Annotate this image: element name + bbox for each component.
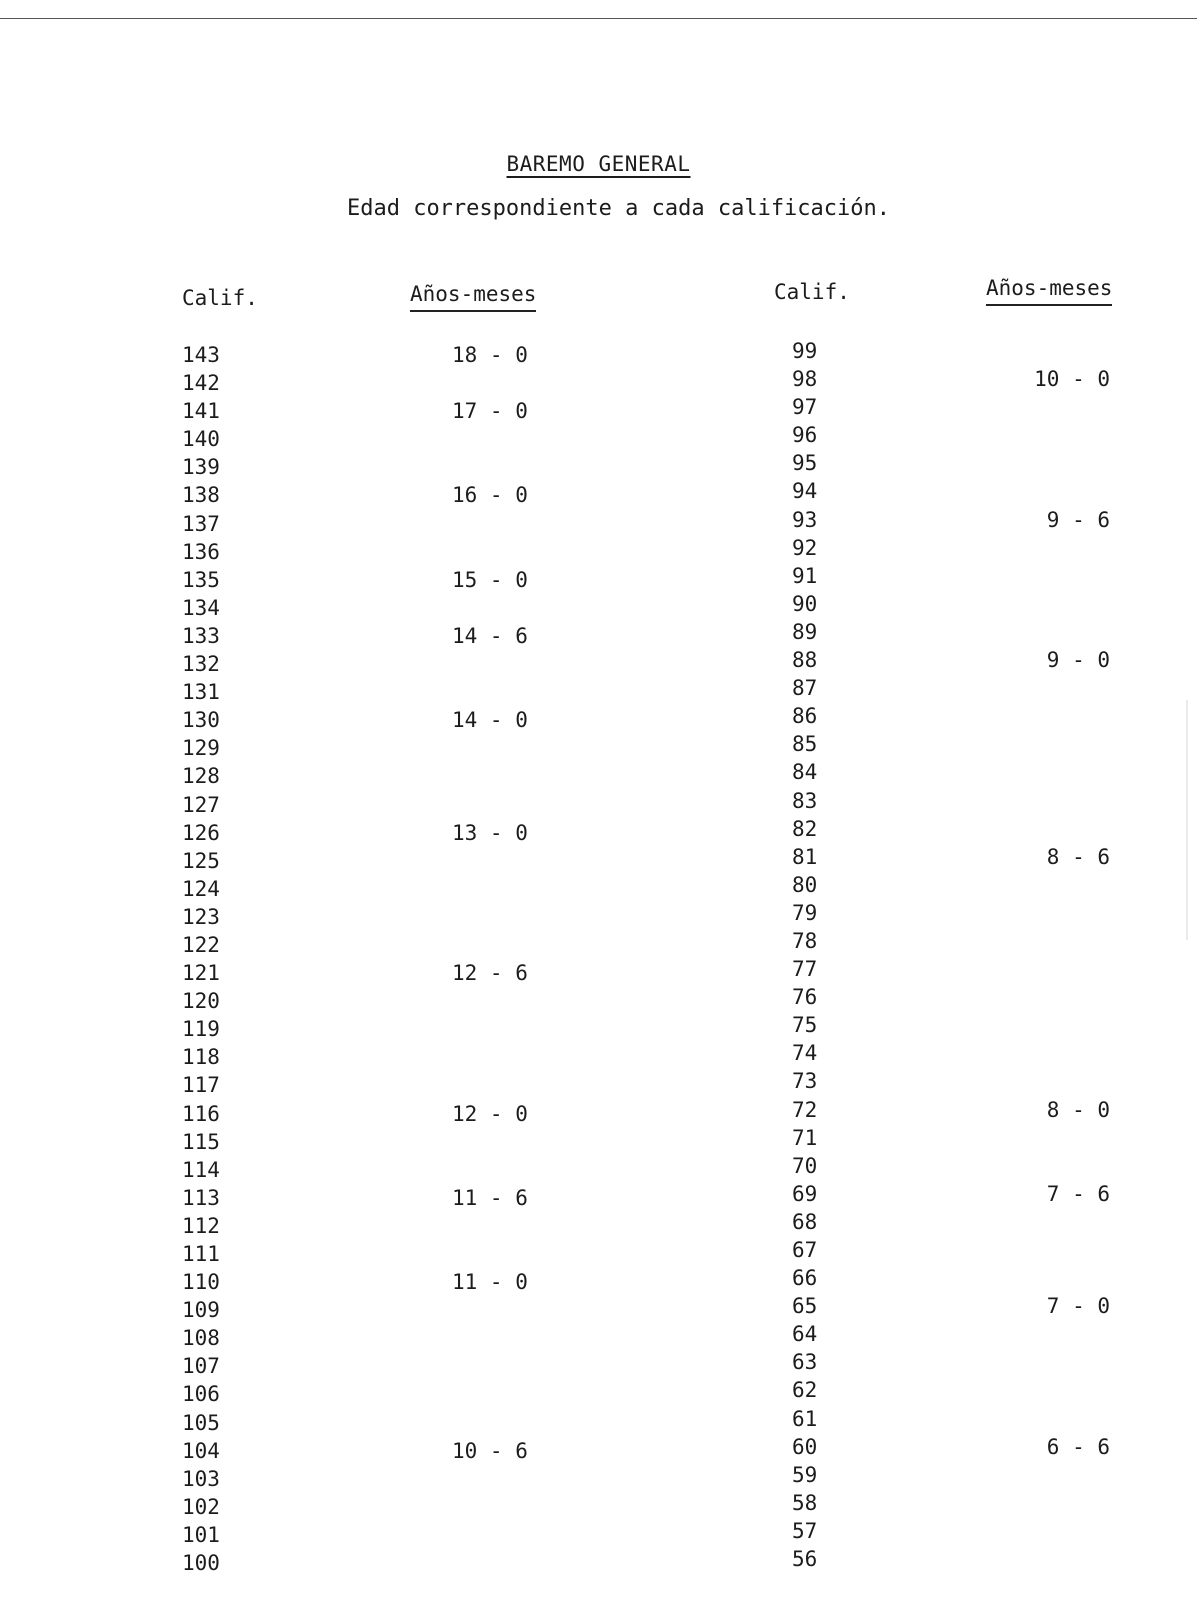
calif-value: 116	[182, 1101, 220, 1126]
table-row	[182, 1071, 582, 1099]
calif-value: 142	[182, 371, 220, 396]
calif-value: 79	[792, 900, 818, 925]
calif-value: 125	[182, 848, 220, 873]
table-row	[182, 931, 582, 959]
calif-value: 85	[792, 732, 818, 757]
table-row	[182, 762, 582, 790]
table-row	[182, 1184, 582, 1212]
table-row	[792, 702, 1152, 730]
table-row	[792, 1011, 1152, 1039]
calif-value: 58	[792, 1490, 818, 1515]
calif-value: 72	[792, 1097, 818, 1122]
table-row	[182, 819, 582, 847]
anos-meses-value: 6 - 6	[1046, 1434, 1110, 1459]
table-row	[792, 393, 1152, 421]
table-row	[792, 337, 1152, 365]
calif-value: 105	[182, 1410, 220, 1435]
table-row	[182, 1409, 582, 1437]
right-anos-header: Años-meses	[986, 276, 1112, 306]
table-row	[182, 1015, 582, 1043]
table-row	[182, 1521, 582, 1549]
table-row	[792, 562, 1152, 590]
calif-value: 102	[182, 1494, 220, 1519]
calif-value: 99	[792, 339, 818, 363]
calif-value: 115	[182, 1129, 220, 1154]
calif-value: 140	[182, 427, 220, 452]
calif-value: 62	[792, 1378, 818, 1403]
calif-value: 108	[182, 1326, 220, 1351]
calif-value: 73	[792, 1069, 818, 1094]
calif-value: 57	[792, 1518, 818, 1543]
table-row	[792, 449, 1152, 477]
anos-meses-value: 14 - 0	[452, 708, 528, 733]
table-row	[792, 899, 1152, 927]
calif-value: 69	[792, 1181, 818, 1206]
table-row	[792, 1376, 1152, 1404]
anos-meses-value: 9 - 0	[1046, 648, 1110, 673]
calif-value: 111	[182, 1242, 220, 1266]
anos-meses-value: 11 - 6	[452, 1185, 528, 1210]
calif-value: 68	[792, 1209, 818, 1234]
table-row	[792, 843, 1152, 871]
table-row	[792, 815, 1152, 843]
calif-value: 126	[182, 820, 220, 845]
calif-value: 97	[792, 395, 818, 420]
table-row	[792, 421, 1152, 449]
table-row	[792, 1264, 1152, 1292]
calif-value: 130	[182, 708, 220, 733]
calif-value: 81	[792, 844, 818, 869]
table-row	[792, 871, 1152, 899]
table-row	[792, 1348, 1152, 1376]
table-row	[182, 1352, 582, 1380]
table-row	[182, 1324, 582, 1352]
calif-value: 135	[182, 567, 220, 592]
calif-value: 59	[792, 1462, 818, 1487]
table-row	[182, 791, 582, 819]
table-row	[182, 847, 582, 875]
table-row	[792, 590, 1152, 618]
table-row	[182, 1549, 582, 1577]
table-row	[792, 1180, 1152, 1208]
scan-speck	[1186, 700, 1188, 940]
table-row	[182, 678, 582, 706]
table-row	[182, 397, 582, 425]
anos-meses-value: 7 - 0	[1046, 1294, 1110, 1319]
table-row	[792, 1152, 1152, 1180]
calif-value: 133	[182, 623, 220, 648]
calif-value: 65	[792, 1294, 818, 1319]
table-row	[792, 1208, 1152, 1236]
calif-value: 91	[792, 563, 818, 588]
calif-value: 87	[792, 676, 818, 701]
calif-value: 134	[182, 595, 220, 620]
calif-value: 82	[792, 816, 818, 841]
calif-value: 78	[792, 928, 818, 953]
right-calif-header: Calif.	[774, 280, 850, 304]
calif-value: 109	[182, 1298, 220, 1323]
calif-value: 122	[182, 932, 220, 957]
anos-meses-value: 17 - 0	[452, 399, 528, 424]
calif-value: 88	[792, 648, 818, 673]
calif-value: 106	[182, 1382, 220, 1407]
right-table	[792, 337, 1152, 1573]
table-row	[182, 959, 582, 987]
calif-value: 74	[792, 1041, 818, 1066]
table-row	[792, 1096, 1152, 1124]
table-row	[792, 1489, 1152, 1517]
calif-value: 104	[182, 1438, 220, 1463]
table-row	[792, 1292, 1152, 1320]
anos-meses-value: 10 - 6	[452, 1438, 528, 1463]
calif-value: 112	[182, 1213, 220, 1238]
table-row	[182, 1437, 582, 1465]
calif-value: 143	[182, 343, 220, 367]
table-row	[182, 1043, 582, 1071]
table-row	[182, 453, 582, 481]
table-row	[792, 955, 1152, 983]
calif-value: 56	[792, 1547, 818, 1572]
table-row	[792, 1433, 1152, 1461]
anos-meses-value: 16 - 0	[452, 483, 528, 508]
top-rule	[0, 18, 1197, 19]
table-row	[792, 365, 1152, 393]
calif-value: 70	[792, 1153, 818, 1178]
table-row	[182, 1493, 582, 1521]
page-title	[0, 152, 1197, 176]
calif-value: 113	[182, 1185, 220, 1210]
calif-value: 101	[182, 1522, 220, 1547]
anos-meses-value: 11 - 0	[452, 1270, 528, 1295]
table-row	[182, 341, 582, 369]
anos-meses-value: 7 - 6	[1046, 1181, 1110, 1206]
calif-value: 93	[792, 507, 818, 532]
calif-value: 114	[182, 1157, 220, 1182]
calif-value: 89	[792, 619, 818, 644]
table-row	[182, 566, 582, 594]
table-row	[182, 875, 582, 903]
calif-value: 92	[792, 535, 818, 560]
calif-value: 83	[792, 788, 818, 813]
table-row	[182, 510, 582, 538]
table-row	[182, 1268, 582, 1296]
calif-value: 107	[182, 1354, 220, 1379]
calif-value: 100	[182, 1551, 220, 1576]
calif-value: 90	[792, 591, 818, 616]
table-row	[792, 646, 1152, 674]
table-row	[182, 369, 582, 397]
table-row	[792, 1320, 1152, 1348]
calif-value: 60	[792, 1434, 818, 1459]
calif-value: 61	[792, 1406, 818, 1431]
table-row	[792, 477, 1152, 505]
calif-value: 124	[182, 876, 220, 901]
table-row	[182, 538, 582, 566]
table-row	[792, 1039, 1152, 1067]
table-row	[792, 534, 1152, 562]
table-row	[792, 1545, 1152, 1573]
calif-value: 96	[792, 423, 818, 448]
anos-meses-value: 13 - 0	[452, 820, 528, 845]
table-row	[182, 1100, 582, 1128]
calif-value: 67	[792, 1238, 818, 1262]
anos-meses-value: 14 - 6	[452, 623, 528, 648]
calif-value: 121	[182, 961, 220, 986]
anos-meses-value: 12 - 6	[452, 961, 528, 986]
table-row	[792, 730, 1152, 758]
table-row	[792, 1067, 1152, 1095]
calif-value: 128	[182, 764, 220, 789]
table-row	[182, 1128, 582, 1156]
calif-value: 75	[792, 1013, 818, 1038]
calif-value: 138	[182, 483, 220, 508]
calif-value: 98	[792, 367, 818, 392]
left-anos-header: Años-meses	[410, 282, 536, 312]
table-row	[182, 594, 582, 622]
anos-meses-value: 8 - 0	[1046, 1097, 1110, 1122]
calif-value: 123	[182, 904, 220, 929]
page-subtitle: Edad correspondiente a cada calificación.	[346, 196, 891, 221]
calif-value: 71	[792, 1125, 818, 1150]
table-row	[182, 903, 582, 931]
anos-meses-value: 12 - 0	[452, 1101, 528, 1126]
table-row	[182, 425, 582, 453]
calif-value: 129	[182, 736, 220, 761]
calif-value: 77	[792, 957, 818, 982]
table-row	[182, 1212, 582, 1240]
calif-value: 103	[182, 1466, 220, 1491]
table-row	[792, 1461, 1152, 1489]
calif-value: 64	[792, 1322, 818, 1347]
anos-meses-value: 8 - 6	[1046, 844, 1110, 869]
table-row	[182, 1240, 582, 1268]
table-row	[182, 1380, 582, 1408]
table-row	[182, 734, 582, 762]
calif-value: 76	[792, 985, 818, 1010]
left-calif-header: Calif.	[182, 286, 258, 310]
table-row	[792, 983, 1152, 1011]
table-row	[182, 622, 582, 650]
calif-value: 141	[182, 399, 220, 424]
anos-meses-value: 9 - 6	[1046, 507, 1110, 532]
table-row	[792, 927, 1152, 955]
calif-value: 127	[182, 792, 220, 817]
table-row	[182, 706, 582, 734]
anos-meses-value: 15 - 0	[452, 567, 528, 592]
table-row	[792, 1236, 1152, 1264]
left-table	[182, 341, 582, 1577]
table-row	[182, 987, 582, 1015]
table-row	[792, 1405, 1152, 1433]
table-row	[182, 650, 582, 678]
table-row	[182, 481, 582, 509]
calif-value: 63	[792, 1350, 818, 1375]
calif-value: 80	[792, 872, 818, 897]
anos-meses-value: 10 - 0	[1034, 367, 1110, 392]
calif-value: 132	[182, 652, 220, 677]
table-row	[792, 1517, 1152, 1545]
table-row	[792, 787, 1152, 815]
table-row	[792, 1124, 1152, 1152]
page-title-text: BAREMO GENERAL	[506, 152, 691, 176]
calif-value: 94	[792, 479, 818, 504]
calif-value: 110	[182, 1270, 220, 1295]
calif-value: 137	[182, 511, 220, 536]
calif-value: 84	[792, 760, 818, 785]
calif-value: 136	[182, 539, 220, 564]
table-row	[792, 506, 1152, 534]
table-row	[182, 1296, 582, 1324]
calif-value: 139	[182, 455, 220, 480]
calif-value: 95	[792, 451, 818, 476]
table-row	[792, 618, 1152, 646]
table-row	[182, 1465, 582, 1493]
calif-value: 118	[182, 1045, 220, 1070]
table-row	[792, 674, 1152, 702]
calif-value: 131	[182, 680, 220, 705]
anos-meses-value: 18 - 0	[452, 343, 528, 367]
calif-value: 119	[182, 1017, 220, 1042]
table-row	[182, 1156, 582, 1184]
calif-value: 120	[182, 989, 220, 1014]
calif-value: 66	[792, 1266, 818, 1291]
calif-value: 86	[792, 704, 818, 729]
calif-value: 117	[182, 1073, 220, 1098]
table-row	[792, 758, 1152, 786]
